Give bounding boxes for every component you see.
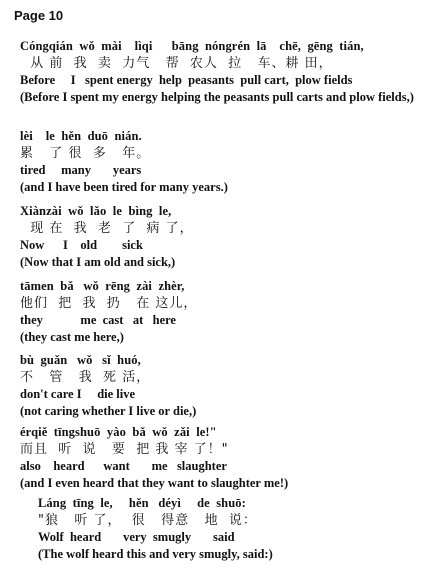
stanza-6 — [20, 424, 420, 492]
translation-line: (The wolf heard this and very smugly, said:) — [38, 547, 273, 561]
translation-line: (Now that I am old and sick,) — [20, 255, 176, 269]
pinyin-line: bù guǎn wǒ sǐ huó, — [20, 353, 141, 367]
gloss-line: they me cast at here — [20, 313, 176, 327]
hanzi-line: 而且 听 说 要 把 我 宰 了！" — [20, 442, 229, 457]
gloss-line: Now I old sick — [20, 238, 143, 252]
translation-line: (and I even heard that they want to slaughter me!) — [20, 476, 289, 490]
gloss-line: Before I spent energy help peasants pull cart, plow fields — [20, 73, 353, 87]
stanza-2 — [20, 128, 420, 196]
gloss-line: also heard want me slaughter — [20, 459, 227, 473]
hanzi-line: 从 前 我 卖 力气 帮 农人 拉 车、耕 田， — [20, 56, 333, 71]
hanzi-line: 不 管 我 死 活， — [20, 370, 151, 385]
stanza-7 — [20, 495, 425, 563]
translation-line: (not caring whether I live or die,) — [20, 404, 197, 418]
hanzi-line: 累 了 很 多 年。 — [20, 146, 151, 161]
translation-line: (and I have been tired for many years.) — [20, 180, 228, 194]
stanza-4 — [20, 278, 420, 346]
pinyin-line: érqiě tīngshuō yào bǎ wǒ zǎi le!" — [20, 425, 217, 439]
gloss-line: tired many years — [20, 163, 142, 177]
pinyin-line: Xiànzài wǒ lǎo le bìng le, — [20, 204, 172, 218]
pinyin-line: lèi le hěn duō nián. — [20, 129, 142, 143]
pinyin-line: Cóngqián wǒ mài lìqi bāng nóngrén lā chē, gēng tián, — [20, 39, 364, 53]
pinyin-line: tāmen bǎ wǒ rēng zài zhèr, — [20, 279, 185, 293]
page-title: Page 10 — [14, 8, 64, 23]
stanza-1 — [20, 38, 420, 106]
gloss-line: Wolf heard very smugly said — [38, 530, 235, 544]
pinyin-line: Láng tīng le, hěn déyì de shuō: — [38, 496, 246, 510]
hanzi-line: 他们 把 我 扔 在 这儿， — [20, 296, 198, 311]
hanzi-line: 现 在 我 老 了 病 了， — [20, 221, 194, 236]
stanza-5 — [20, 352, 420, 420]
stanza-3 — [20, 203, 420, 271]
translation-line: (they cast me here,) — [20, 330, 124, 344]
translation-line: (Before I spent my energy helping the peasants pull carts and plow fields,) — [20, 90, 414, 104]
gloss-line: don't care I die live — [20, 387, 136, 401]
hanzi-line: "狼 听 了， 很 得意 地 说： — [38, 513, 257, 528]
